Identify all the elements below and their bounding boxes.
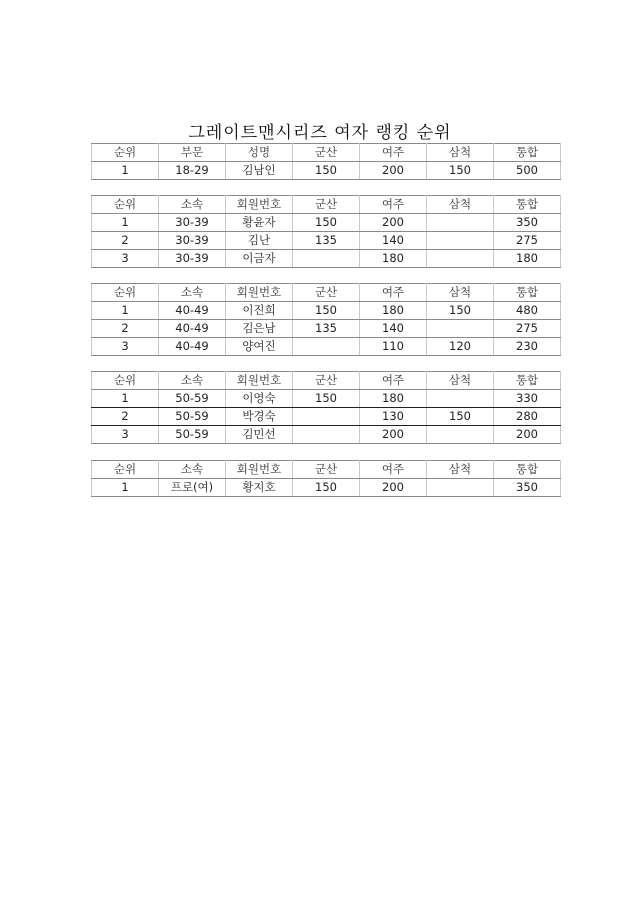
cell-rank: 1 <box>92 302 159 320</box>
cell-total: 280 <box>494 408 561 426</box>
header-samcheok: 삼척 <box>427 196 494 214</box>
cell-rank: 3 <box>92 250 159 268</box>
table-header-row <box>92 372 561 390</box>
ranking-table-18-29 <box>91 143 561 180</box>
header-rank: 순위 <box>92 144 159 162</box>
header-samcheok: 삼척 <box>427 144 494 162</box>
header-total: 통합 <box>494 372 561 390</box>
table-header-row <box>92 196 561 214</box>
table-row <box>92 390 561 408</box>
cell-yeoju: 180 <box>360 250 427 268</box>
table-row <box>92 338 561 356</box>
table-row <box>92 232 561 250</box>
cell-samcheok <box>427 426 494 444</box>
header-total: 통합 <box>494 284 561 302</box>
header-yeoju: 여주 <box>360 196 427 214</box>
cell-affiliation: 50-59 <box>159 390 226 408</box>
cell-affiliation: 40-49 <box>159 338 226 356</box>
header-affiliation: 소속 <box>159 284 226 302</box>
header-gunsan: 군산 <box>293 144 360 162</box>
cell-name: 양여진 <box>226 338 293 356</box>
header-rank: 순위 <box>92 284 159 302</box>
cell-yeoju: 200 <box>360 426 427 444</box>
cell-total: 230 <box>494 338 561 356</box>
cell-affiliation: 50-59 <box>159 426 226 444</box>
header-affiliation: 소속 <box>159 196 226 214</box>
ranking-table-pro <box>91 460 561 497</box>
cell-name: 김난 <box>226 232 293 250</box>
cell-total: 480 <box>494 302 561 320</box>
cell-yeoju: 140 <box>360 232 427 250</box>
header-member-no: 회원번호 <box>226 284 293 302</box>
table-row <box>92 320 561 338</box>
cell-total: 275 <box>494 232 561 250</box>
cell-yeoju: 140 <box>360 320 427 338</box>
header-member-no: 회원번호 <box>226 196 293 214</box>
cell-samcheok <box>427 390 494 408</box>
cell-total: 350 <box>494 214 561 232</box>
table-header-row <box>92 144 561 162</box>
cell-name: 이영숙 <box>226 390 293 408</box>
header-rank: 순위 <box>92 196 159 214</box>
cell-gunsan: 150 <box>293 479 360 497</box>
cell-samcheok <box>427 232 494 250</box>
cell-rank: 1 <box>92 214 159 232</box>
header-division: 부문 <box>159 144 226 162</box>
cell-rank: 1 <box>92 162 159 180</box>
cell-samcheok <box>427 479 494 497</box>
cell-samcheok: 150 <box>427 408 494 426</box>
cell-division: 18-29 <box>159 162 226 180</box>
header-gunsan: 군산 <box>293 461 360 479</box>
cell-samcheok <box>427 320 494 338</box>
ranking-table-50-59 <box>91 371 561 444</box>
cell-total: 350 <box>494 479 561 497</box>
header-member-no: 회원번호 <box>226 461 293 479</box>
cell-affiliation: 프로(여) <box>159 479 226 497</box>
table-header-row <box>92 284 561 302</box>
table-row <box>92 250 561 268</box>
cell-name: 이진희 <box>226 302 293 320</box>
cell-rank: 2 <box>92 320 159 338</box>
cell-affiliation: 30-39 <box>159 250 226 268</box>
cell-yeoju: 180 <box>360 302 427 320</box>
table-header-row <box>92 461 561 479</box>
cell-samcheok: 150 <box>427 162 494 180</box>
cell-gunsan: 150 <box>293 162 360 180</box>
header-yeoju: 여주 <box>360 144 427 162</box>
header-affiliation: 소속 <box>159 461 226 479</box>
header-name: 성명 <box>226 144 293 162</box>
cell-gunsan: 150 <box>293 214 360 232</box>
cell-name: 박경숙 <box>226 408 293 426</box>
cell-affiliation: 40-49 <box>159 302 226 320</box>
cell-rank: 2 <box>92 232 159 250</box>
header-yeoju: 여주 <box>360 284 427 302</box>
cell-name: 김남인 <box>226 162 293 180</box>
header-yeoju: 여주 <box>360 372 427 390</box>
table-row <box>92 408 561 426</box>
ranking-table-40-49 <box>91 283 561 356</box>
cell-affiliation: 30-39 <box>159 232 226 250</box>
cell-samcheok: 150 <box>427 302 494 320</box>
cell-rank: 3 <box>92 338 159 356</box>
cell-yeoju: 200 <box>360 479 427 497</box>
cell-name: 황지호 <box>226 479 293 497</box>
cell-gunsan: 150 <box>293 390 360 408</box>
header-rank: 순위 <box>92 461 159 479</box>
cell-rank: 2 <box>92 408 159 426</box>
ranking-table-30-39 <box>91 195 561 268</box>
cell-affiliation: 40-49 <box>159 320 226 338</box>
header-rank: 순위 <box>92 372 159 390</box>
cell-name: 황윤자 <box>226 214 293 232</box>
header-total: 통합 <box>494 196 561 214</box>
cell-gunsan: 135 <box>293 232 360 250</box>
header-member-no: 회원번호 <box>226 372 293 390</box>
table-row <box>92 479 561 497</box>
cell-gunsan: 135 <box>293 320 360 338</box>
cell-total: 330 <box>494 390 561 408</box>
table-row <box>92 426 561 444</box>
cell-yeoju: 180 <box>360 390 427 408</box>
cell-gunsan <box>293 338 360 356</box>
cell-total: 180 <box>494 250 561 268</box>
cell-affiliation: 30-39 <box>159 214 226 232</box>
header-samcheok: 삼척 <box>427 284 494 302</box>
cell-yeoju: 200 <box>360 214 427 232</box>
cell-rank: 1 <box>92 479 159 497</box>
cell-name: 김민선 <box>226 426 293 444</box>
cell-rank: 3 <box>92 426 159 444</box>
cell-samcheok: 120 <box>427 338 494 356</box>
cell-gunsan <box>293 408 360 426</box>
header-total: 통합 <box>494 461 561 479</box>
cell-gunsan <box>293 250 360 268</box>
cell-yeoju: 110 <box>360 338 427 356</box>
cell-samcheok <box>427 250 494 268</box>
header-samcheok: 삼척 <box>427 372 494 390</box>
header-affiliation: 소속 <box>159 372 226 390</box>
header-total: 통합 <box>494 144 561 162</box>
cell-affiliation: 50-59 <box>159 408 226 426</box>
table-row <box>92 162 561 180</box>
page-title: 그레이트맨시리즈 여자 랭킹 순위 <box>188 123 452 143</box>
cell-total: 200 <box>494 426 561 444</box>
table-row <box>92 302 561 320</box>
cell-yeoju: 200 <box>360 162 427 180</box>
cell-gunsan: 150 <box>293 302 360 320</box>
table-row <box>92 214 561 232</box>
cell-total: 500 <box>494 162 561 180</box>
header-gunsan: 군산 <box>293 372 360 390</box>
header-samcheok: 삼척 <box>427 461 494 479</box>
cell-total: 275 <box>494 320 561 338</box>
cell-rank: 1 <box>92 390 159 408</box>
cell-name: 이금자 <box>226 250 293 268</box>
cell-samcheok <box>427 214 494 232</box>
cell-yeoju: 130 <box>360 408 427 426</box>
header-yeoju: 여주 <box>360 461 427 479</box>
header-gunsan: 군산 <box>293 196 360 214</box>
header-gunsan: 군산 <box>293 284 360 302</box>
cell-gunsan <box>293 426 360 444</box>
cell-name: 김은남 <box>226 320 293 338</box>
